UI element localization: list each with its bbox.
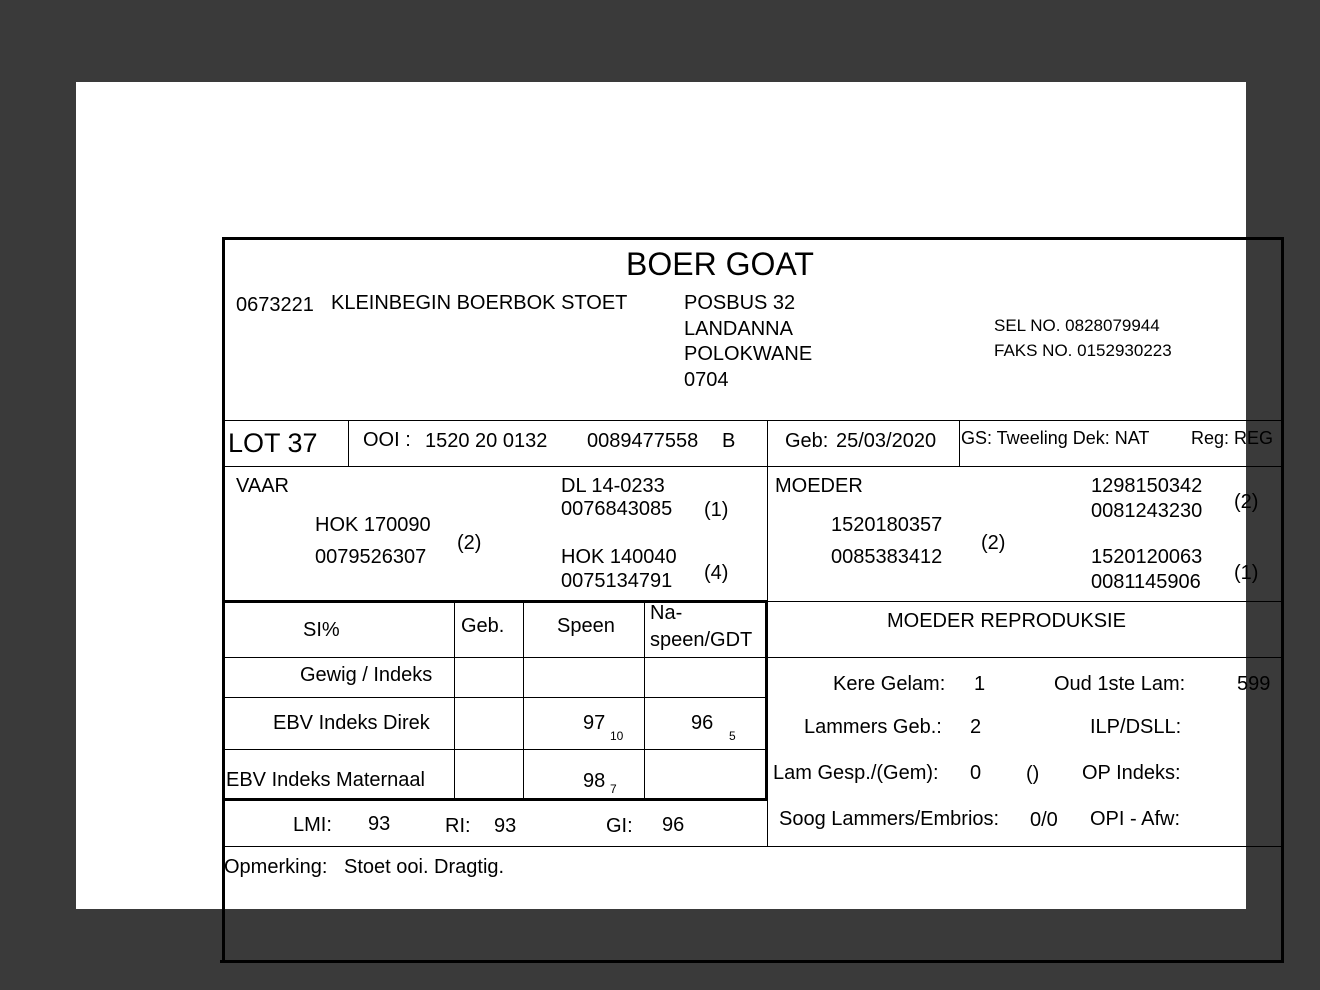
rule-lot-divider [348, 420, 349, 466]
rule-col-geb [454, 602, 455, 800]
frame-top [222, 237, 1284, 240]
gi-value: 96 [662, 814, 685, 836]
rule-repro-header [767, 657, 1284, 658]
moeder-id: 1520180357 [831, 514, 943, 536]
rule-row-gewig [222, 697, 767, 698]
lmi-value: 93 [368, 813, 391, 835]
vaar-dam-count: (4) [704, 562, 729, 584]
moeder-dam-count: (1) [1234, 562, 1259, 584]
lammers-value: 2 [970, 716, 982, 738]
vaar-count: (2) [457, 532, 482, 554]
row-gewig-label: Gewig / Indeks [300, 664, 433, 686]
frame-right [1281, 237, 1284, 962]
address-line-3: POLOKWANE [684, 343, 813, 365]
faks-number: FAKS NO. 0152930223 [994, 341, 1172, 360]
header-si: SI% [303, 619, 340, 641]
direk-speen-sub: 10 [610, 729, 624, 743]
address-line-1: POSBUS 32 [684, 292, 796, 314]
rule-table-right [765, 602, 768, 800]
ri-value: 93 [494, 815, 517, 837]
rule-geb-divider [959, 420, 960, 466]
address-line-2: LANDANNA [684, 318, 793, 340]
frame-bottom [220, 960, 1284, 963]
registration: Reg: REG [1191, 428, 1274, 448]
rule-table-header [222, 657, 767, 658]
oud-value: 599 [1237, 673, 1271, 695]
remark-text: Stoet ooi. Dragtig. [344, 856, 505, 878]
address-line-4: 0704 [684, 369, 729, 391]
row-maternaal-label: EBV Indeks Maternaal [226, 769, 425, 791]
moeder-dam-code: 0081145906 [1091, 571, 1201, 593]
moeder-code: 0085383412 [831, 546, 943, 568]
vaar-code: 0079526307 [315, 546, 427, 568]
vaar-sire-id: DL 14-0233 [561, 475, 665, 497]
rule-indices [222, 846, 1284, 847]
direk-speen-value: 97 [583, 712, 606, 734]
header-naspeen-1: Na- [650, 602, 683, 624]
ooi-id: 1520 20 0132 [425, 430, 548, 452]
rule-row-direk [222, 749, 767, 750]
moeder-sire-count: (2) [1234, 491, 1259, 513]
vaar-label: VAAR [236, 475, 289, 497]
rule-pedigree-right [767, 601, 1284, 602]
mat-speen-value: 98 [583, 770, 606, 792]
soog-label: Soog Lammers/Embrios: [779, 808, 1000, 830]
gi-label: GI: [606, 815, 633, 837]
moeder-dam-id: 1520120063 [1091, 546, 1203, 568]
gesp-value: 0 [970, 762, 982, 784]
ilp-label: ILP/DSLL: [1090, 716, 1182, 738]
breeder-name: KLEINBEGIN BOERBOK STOET [331, 292, 628, 314]
gesp-label: Lam Gesp./(Gem): [773, 762, 939, 784]
kere-value: 1 [974, 673, 986, 695]
birth-date: 25/03/2020 [836, 430, 937, 452]
rule-col-naspeen [644, 602, 645, 800]
breeder-number: 0673221 [236, 294, 314, 316]
lammers-label: Lammers Geb.: [804, 716, 942, 738]
moeder-label: MOEDER [775, 475, 863, 497]
header-geb: Geb. [461, 615, 505, 637]
vaar-dam-code: 0075134791 [561, 570, 673, 592]
gesp-paren: () [1026, 763, 1040, 785]
animal-grade: B [722, 430, 736, 452]
vaar-sire-code: 0076843085 [561, 498, 673, 520]
rule-col-speen [523, 602, 524, 800]
op-indeks-label: OP Indeks: [1082, 762, 1181, 784]
moeder-count: (2) [981, 532, 1006, 554]
kere-label: Kere Gelam: [833, 673, 946, 695]
soog-value: 0/0 [1030, 809, 1058, 831]
row-direk-label: EBV Indeks Direk [273, 712, 430, 734]
rule-row-maternaal [222, 798, 767, 801]
geb-label: Geb: [785, 430, 829, 452]
lot-number: LOT 37 [228, 428, 318, 458]
moeder-sire-code: 0081243230 [1091, 500, 1203, 522]
direk-naspeen-sub: 5 [729, 729, 736, 743]
moeder-sire-id: 1298150342 [1091, 475, 1203, 497]
gs-dek-info: GS: Tweeling Dek: NAT [961, 428, 1150, 448]
vaar-id: HOK 170090 [315, 514, 431, 536]
mat-speen-sub: 7 [610, 782, 617, 796]
vaar-sire-count: (1) [704, 499, 729, 521]
lot-card [222, 237, 1284, 962]
lmi-label: LMI: [293, 814, 332, 836]
repro-title: MOEDER REPRODUKSIE [887, 610, 1126, 632]
animal-code: 0089477558 [587, 430, 699, 452]
rule-lot [222, 466, 1284, 467]
direk-naspeen-value: 96 [691, 712, 714, 734]
card-title: BOER GOAT [626, 246, 814, 282]
oud-label: Oud 1ste Lam: [1054, 673, 1186, 695]
header-naspeen-2: speen/GDT [650, 629, 753, 651]
rule-header [222, 420, 1284, 421]
paper-sheet [76, 82, 1274, 909]
vaar-dam-id: HOK 140040 [561, 546, 677, 568]
ooi-label: OOI : [363, 429, 411, 451]
rule-pedigree-left [222, 600, 767, 603]
header-speen: Speen [557, 615, 615, 637]
ri-label: RI: [445, 815, 471, 837]
sel-number: SEL NO. 0828079944 [994, 316, 1160, 335]
opi-label: OPI - Afw: [1090, 808, 1181, 830]
remark-label: Opmerking: [224, 856, 328, 878]
